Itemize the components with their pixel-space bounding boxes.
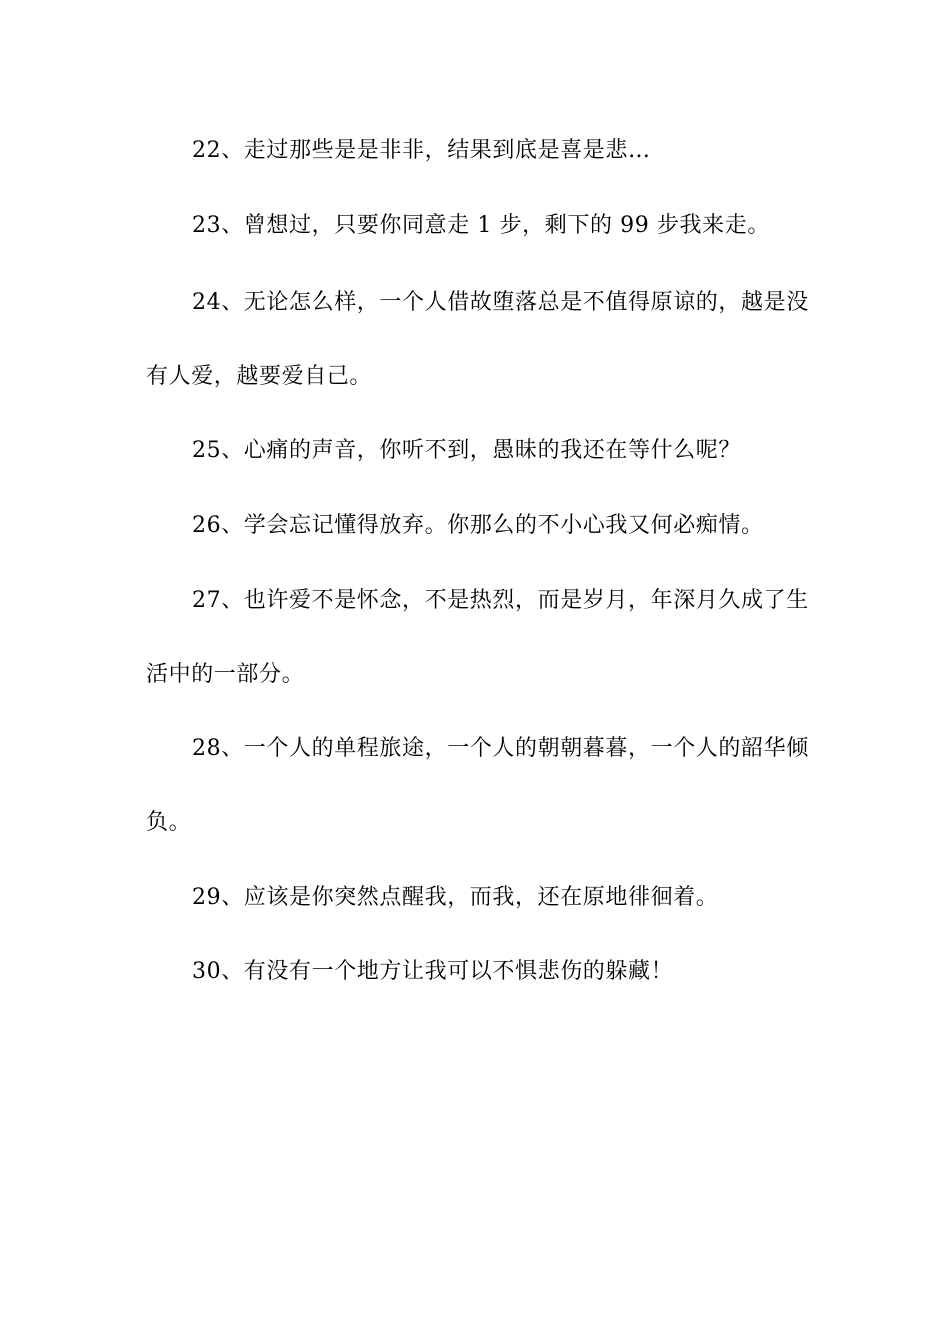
paragraph-26: 26、学会忘记懂得放弃。你那么的不小心我又何必痴情。 <box>192 513 764 538</box>
paragraph-25: 25、心痛的声音，你听不到，愚昧的我还在等什么呢？ <box>192 438 741 463</box>
paragraph-30: 30、有没有一个地方让我可以不惧悲伤的躲藏！ <box>192 959 674 984</box>
paragraph-27: 27、也许爱不是怀念，不是热烈，而是岁月，年深月久成了生活中的一部分。 <box>146 588 809 687</box>
paragraph-24: 24、无论怎么样，一个人借故堕落总是不值得原谅的，越是没有人爱，越要爱自己。 <box>146 290 809 389</box>
paragraph-29: 29、应该是你突然点醒我，而我，还在原地徘徊着。 <box>192 885 719 910</box>
paragraph-22: 22、走过那些是是非非，结果到底是喜是悲… <box>192 138 651 163</box>
paragraph-23: 23、曾想过，只要你同意走 1 步，剩下的 99 步我来走。 <box>192 213 770 238</box>
paragraph-28: 28、一个人的单程旅途，一个人的朝朝暮暮，一个人的韶华倾负。 <box>146 736 809 835</box>
